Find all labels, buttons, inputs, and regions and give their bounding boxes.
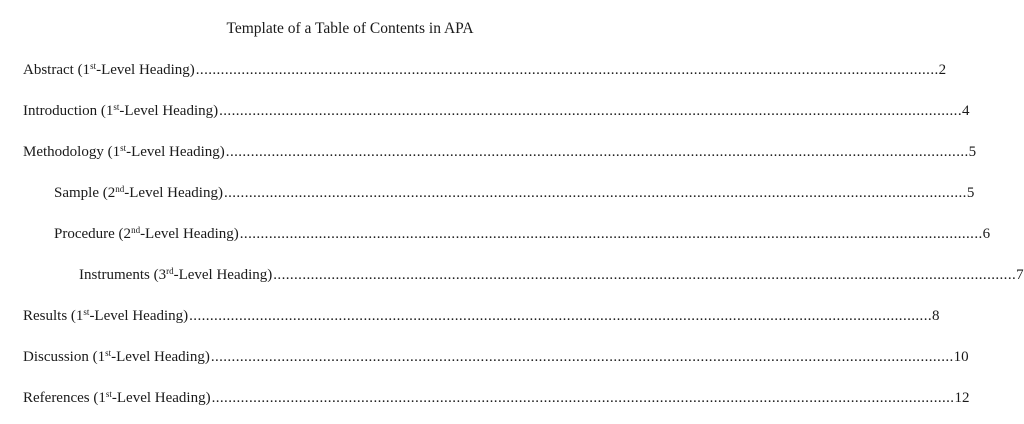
toc-page-number: 10	[953, 349, 969, 365]
toc-entry-discussion[interactable]	[23, 347, 969, 367]
toc-entry-label: Sample (2nd-Level Heading)	[54, 184, 223, 201]
toc-page-number: 12	[954, 390, 970, 406]
dot-leader: ...................................................................................................................................................................................	[219, 103, 962, 119]
dot-leader: ...................................................................................................................................................................................	[223, 185, 967, 201]
toc-page-number: 5	[968, 144, 977, 160]
dot-leader: ...................................................................................................................................................................................	[211, 390, 955, 406]
toc-entry-introduction[interactable]	[23, 101, 970, 121]
toc-page-number: 4	[961, 103, 970, 119]
toc-entry-label: Results (1st-Level Heading)	[23, 307, 189, 324]
toc-entry-results[interactable]	[23, 306, 940, 326]
toc-entry-label: Abstract (1st-Level Heading)	[23, 61, 195, 78]
toc-entry-label: Instruments (3rd-Level Heading)	[79, 266, 273, 283]
toc-entry-methodology[interactable]	[23, 142, 977, 162]
toc-entry-label: Introduction (1st-Level Heading)	[23, 102, 219, 119]
toc-page-number: 8	[932, 308, 940, 324]
toc-page-number: 7	[1016, 267, 1024, 283]
toc-page-number: 5	[966, 185, 975, 201]
dot-leader: ...................................................................................................................................................................................	[273, 267, 1017, 283]
dot-leader: ...................................................................................................................................................................................	[189, 308, 932, 324]
toc-entry-label: Methodology (1st-Level Heading)	[23, 143, 225, 160]
dot-leader: ...................................................................................................................................................................................	[210, 349, 954, 365]
toc-entry-sample[interactable]	[54, 183, 975, 203]
dot-leader: ...................................................................................................................................................................................	[239, 226, 983, 242]
toc-entry-label: Discussion (1st-Level Heading)	[23, 348, 210, 365]
dot-leader: ...................................................................................................................................................................................	[195, 62, 939, 78]
toc-entry-abstract[interactable]	[23, 60, 947, 80]
document-title: Template of a Table of Contents in APA	[226, 20, 474, 37]
dot-leader: ...................................................................................................................................................................................	[225, 144, 969, 160]
toc-page-number: 6	[982, 226, 991, 242]
toc-entry-procedure[interactable]	[54, 224, 991, 244]
toc-entry-label: References (1st-Level Heading)	[23, 389, 211, 406]
toc-entry-label: Procedure (2nd-Level Heading)	[54, 225, 239, 242]
toc-page-number: 2	[938, 62, 947, 78]
toc-entry-references[interactable]	[23, 388, 970, 408]
toc-entry-instruments[interactable]	[79, 265, 1024, 285]
